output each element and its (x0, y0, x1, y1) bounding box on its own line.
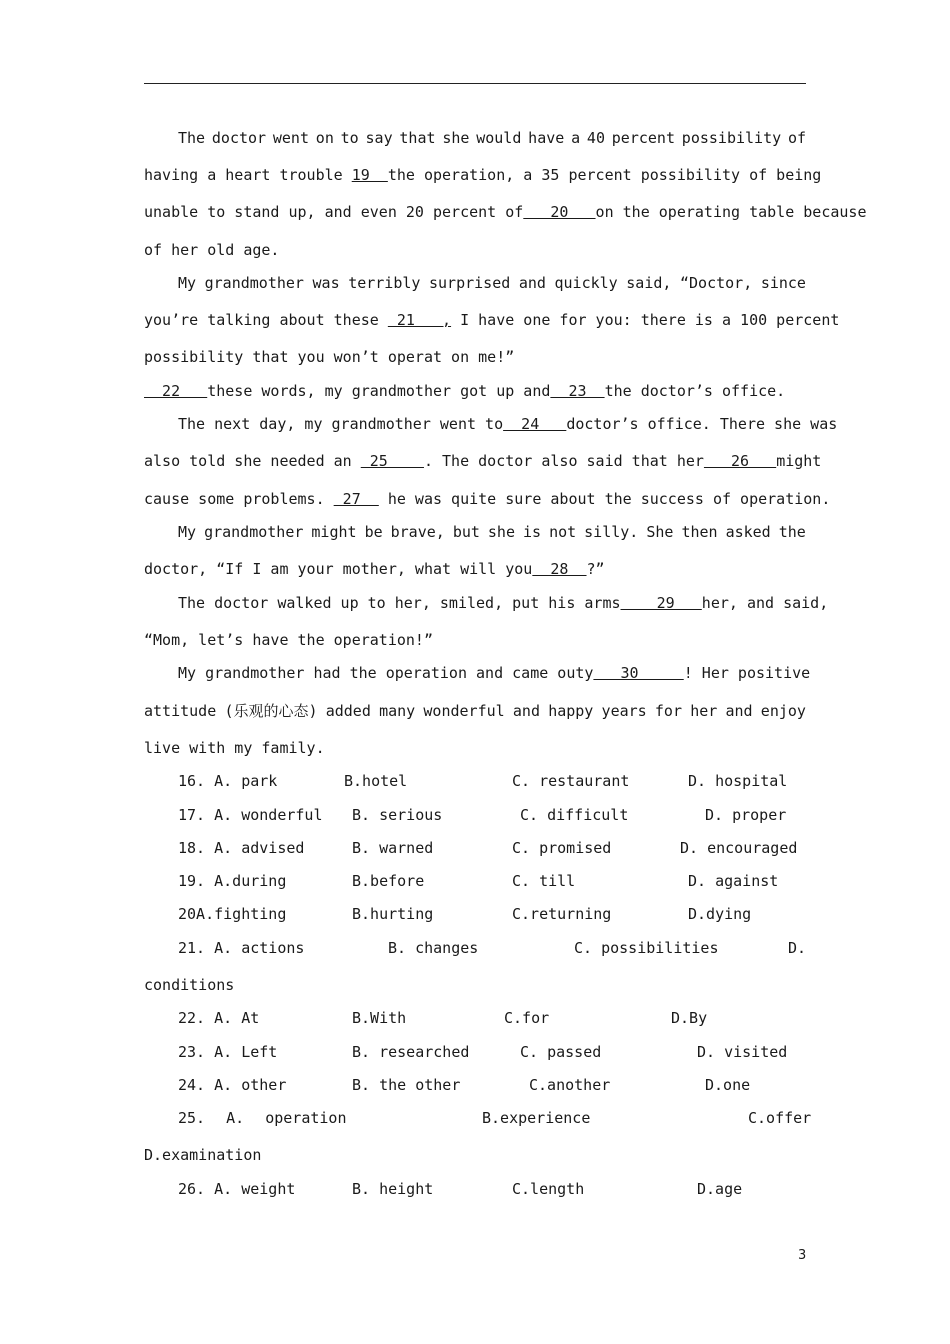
word: for (654, 702, 682, 720)
word: then (681, 523, 718, 541)
text-span: cause some problems. (144, 490, 334, 508)
passage-line (144, 451, 822, 471)
word: doctor (211, 129, 267, 147)
word: she (487, 523, 515, 541)
text-span: the operation, a 35 percent possibility of being (387, 166, 822, 184)
word: happy (548, 702, 594, 720)
word: My (178, 274, 197, 292)
word: be (364, 523, 383, 541)
option-d-wrap: conditions (144, 976, 235, 994)
question-number: 22. A. At (178, 1009, 260, 1027)
option-d: D. encouraged (680, 839, 798, 857)
passage-line: “Mom, let’s have the operation!” (144, 631, 433, 649)
question-number: 20A.fighting (178, 905, 287, 923)
word: added (325, 702, 371, 720)
blank-19: 19 (351, 166, 388, 184)
option-c: C. restaurant (512, 772, 630, 790)
word: that (399, 129, 436, 147)
passage-line (144, 489, 831, 509)
blank-29: 29 (620, 594, 702, 612)
word: percent (611, 129, 675, 147)
word: of (787, 129, 806, 147)
blank-22: 22 (144, 382, 208, 400)
question-number: 23. A. Left (178, 1043, 278, 1061)
passage-line (144, 165, 822, 185)
word: and (725, 702, 753, 720)
option-d-wrap: D.examination (144, 1146, 262, 1164)
option-d: D. against (688, 872, 779, 890)
word: say (365, 129, 393, 147)
word: said, (626, 274, 672, 292)
text-span: also told she needed an (144, 452, 361, 470)
passage-line (144, 273, 806, 293)
option-d: D. (788, 939, 807, 957)
option-b: B.hurting (352, 905, 434, 923)
text-span: unable to stand up, and even 20 percent of (144, 203, 524, 221)
text-span: might (776, 452, 822, 470)
word: was (312, 274, 340, 292)
passage-line (144, 701, 806, 721)
word: The (178, 129, 206, 147)
page-number: 3 (798, 1248, 807, 1263)
text-span: doctor, “If I am your mother, what will you (144, 560, 533, 578)
option-c: C. till (512, 872, 576, 890)
passage-line: live with my family. (144, 739, 325, 757)
word: is (523, 523, 542, 541)
passage-line (144, 414, 838, 434)
word: to (340, 129, 359, 147)
word: many (379, 702, 416, 720)
passage-line (144, 593, 829, 613)
word: grandmother (204, 274, 304, 292)
blank-21: 21 , (387, 311, 452, 329)
passage-line (144, 128, 806, 148)
question-number: 21. A. actions (178, 939, 305, 957)
word: the (778, 523, 806, 541)
option-b: B. researched (352, 1043, 470, 1061)
blank-27: 27 (333, 490, 379, 508)
option-d: D.By (671, 1009, 708, 1027)
word: (乐观的心态) (224, 702, 318, 720)
passage-line (144, 559, 806, 579)
text-span: he was quite sure about the success of operation. (378, 490, 831, 508)
option-d: D.dying (688, 905, 752, 923)
text-span: ?” (586, 560, 605, 578)
option-c: C. promised (512, 839, 612, 857)
text-span: doctor’s office. There she was (566, 415, 838, 433)
word: quickly (554, 274, 618, 292)
text-span: having a heart trouble (144, 166, 352, 184)
option-b: B. serious (352, 806, 443, 824)
header-rule (144, 83, 806, 84)
option-b: B. changes (388, 939, 479, 957)
word: a (571, 129, 581, 147)
passage-line (144, 202, 867, 222)
option-b: B.before (352, 872, 425, 890)
word: 40 (586, 129, 605, 147)
question-number: 25. A. operation (178, 1109, 347, 1127)
option-d: D.age (697, 1180, 743, 1198)
passage-line (144, 663, 811, 683)
question-number: 24. A. other (178, 1076, 287, 1094)
word: she (442, 129, 470, 147)
text-span: on the operating table because (595, 203, 867, 221)
option-c: C. difficult (520, 806, 629, 824)
word: asked (725, 523, 771, 541)
passage-line: possibility that you won’t operat on me!” (144, 348, 515, 366)
text-span: these words, my grandmother got up and (207, 382, 551, 400)
text-span: you’re talking about these (144, 311, 388, 329)
passage-line (144, 381, 806, 401)
text-span: The next day, my grandmother went to (178, 415, 504, 433)
question-number: 16. A. park (178, 772, 278, 790)
text-span: The doctor walked up to her, smiled, put his arms (178, 594, 621, 612)
option-c: C.another (529, 1076, 611, 1094)
blank-24: 24 (503, 415, 567, 433)
text-span: the doctor’s office. (604, 382, 786, 400)
option-c: C.length (512, 1180, 585, 1198)
option-c: C.returning (512, 905, 612, 923)
word: would (476, 129, 522, 147)
option-b: B. height (352, 1180, 434, 1198)
blank-25: 25 (360, 452, 424, 470)
passage-line (144, 310, 840, 330)
word: brave, (390, 523, 445, 541)
word: not (549, 523, 577, 541)
word: silly. (584, 523, 639, 541)
word: on (315, 129, 334, 147)
word: went (272, 129, 309, 147)
blank-28: 28 (532, 560, 587, 578)
word: wonderful (423, 702, 505, 720)
blank-26: 26 (703, 452, 777, 470)
word: attitude (144, 702, 217, 720)
text-span: ! Her positive (683, 664, 811, 682)
question-number: 17. A. wonderful (178, 806, 323, 824)
option-d: D. hospital (688, 772, 788, 790)
word: might (311, 523, 357, 541)
word: her (690, 702, 718, 720)
blank-20: 20 (523, 203, 596, 221)
text-span: I have one for you: there is a 100 percent (451, 311, 840, 329)
text-span: . The doctor also said that her (423, 452, 704, 470)
option-b: B. warned (352, 839, 434, 857)
word: terribly (348, 274, 421, 292)
word: She (646, 523, 674, 541)
word: and (518, 274, 546, 292)
word: My (178, 523, 197, 541)
text-span: her, and said, (701, 594, 829, 612)
text-span: My grandmother had the operation and came outy (178, 664, 594, 682)
option-b: B.experience (482, 1109, 591, 1127)
passage-line (144, 522, 806, 542)
option-d: D.one (705, 1076, 751, 1094)
option-c: C.for (504, 1009, 550, 1027)
blank-30: 30 (593, 664, 684, 682)
question-number: 18. A. advised (178, 839, 305, 857)
option-c: C.offer (748, 1109, 812, 1127)
option-b: B.With (352, 1009, 407, 1027)
word: but (452, 523, 480, 541)
word: years (601, 702, 647, 720)
option-d: D. visited (697, 1043, 788, 1061)
word: have (528, 129, 565, 147)
option-b: B. the other (352, 1076, 461, 1094)
option-c: C. passed (520, 1043, 602, 1061)
blank-23: 23 (550, 382, 605, 400)
option-b: B.hotel (344, 772, 408, 790)
passage-line: of her old age. (144, 241, 280, 259)
word: grandmother (204, 523, 304, 541)
question-number: 26. A. weight (178, 1180, 296, 1198)
question-number: 19. A.during (178, 872, 287, 890)
option-d: D. proper (705, 806, 787, 824)
option-c: C. possibilities (574, 939, 719, 957)
word: and (512, 702, 540, 720)
word: enjoy (760, 702, 806, 720)
word: surprised (429, 274, 511, 292)
word: possibility (681, 129, 782, 147)
word: “Doctor, (680, 274, 753, 292)
word: since (760, 274, 806, 292)
